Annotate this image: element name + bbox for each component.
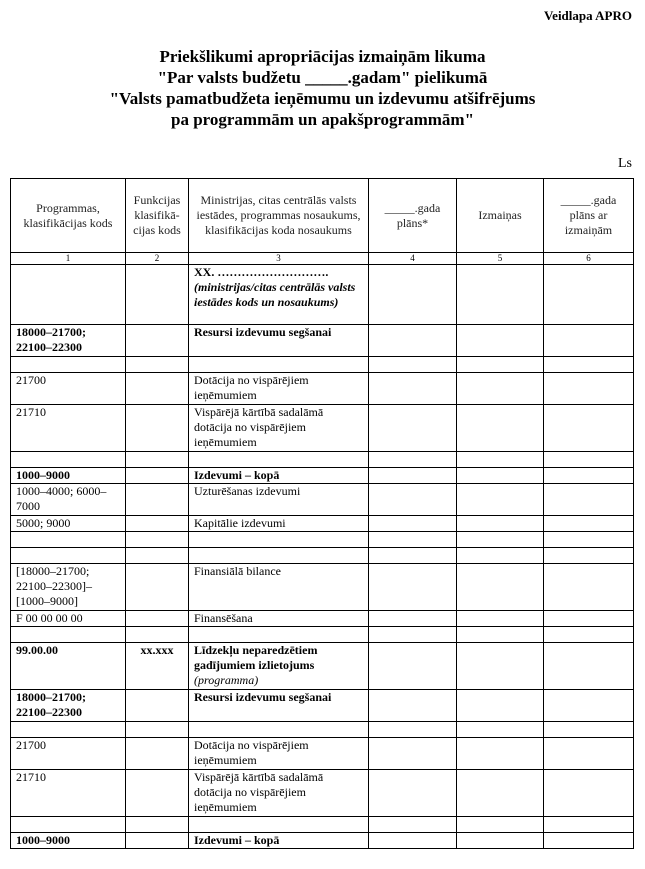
table-row bbox=[11, 611, 634, 627]
cell-plan-with-changes bbox=[544, 405, 634, 452]
col-header-name: Ministrijas, citas centrālās valsts iestādes, programmas nosaukums, klasifikācijas koda nosaukums bbox=[189, 179, 369, 253]
table-row bbox=[11, 357, 634, 373]
cell-changes bbox=[457, 564, 544, 611]
col-number: 5 bbox=[457, 253, 544, 265]
cell-plan-with-changes bbox=[544, 833, 634, 849]
cell-program-code: F 00 00 00 00 bbox=[11, 611, 126, 627]
cell-name-extra: (ministrijas/citas centrālās valsts iestādes kods un nosaukums) bbox=[194, 280, 356, 309]
cell-function-code bbox=[126, 690, 189, 722]
cell-plan bbox=[369, 643, 457, 690]
cell-function-code bbox=[126, 722, 189, 738]
cell-name-text: Resursi izdevumu segšanai bbox=[194, 325, 332, 339]
cell-plan bbox=[369, 452, 457, 468]
table-row bbox=[11, 738, 634, 770]
cell-program-code bbox=[11, 722, 126, 738]
col-number: 1 bbox=[11, 253, 126, 265]
cell-name bbox=[189, 643, 369, 690]
cell-plan-with-changes bbox=[544, 452, 634, 468]
cell-name bbox=[189, 357, 369, 373]
cell-plan bbox=[369, 690, 457, 722]
cell-function-code bbox=[126, 265, 189, 325]
cell-changes bbox=[457, 265, 544, 325]
cell-name-text: XX. ………………………. bbox=[194, 265, 329, 279]
cell-plan bbox=[369, 611, 457, 627]
cell-changes bbox=[457, 738, 544, 770]
cell-plan-with-changes bbox=[544, 265, 634, 325]
cell-plan-with-changes bbox=[544, 770, 634, 817]
cell-plan bbox=[369, 468, 457, 484]
cell-function-code bbox=[126, 564, 189, 611]
table-row bbox=[11, 833, 634, 849]
col-number: 6 bbox=[544, 253, 634, 265]
cell-plan bbox=[369, 564, 457, 611]
cell-name bbox=[189, 468, 369, 484]
table-row bbox=[11, 373, 634, 405]
cell-changes bbox=[457, 325, 544, 357]
cell-plan bbox=[369, 325, 457, 357]
cell-plan-with-changes bbox=[544, 817, 634, 833]
cell-program-code: 5000; 9000 bbox=[11, 516, 126, 532]
title-line-2: "Par valsts budžetu _____.gadam" pielikumā bbox=[157, 68, 488, 87]
cell-name bbox=[189, 548, 369, 564]
column-number-row bbox=[11, 253, 634, 265]
cell-program-code: 21700 bbox=[11, 738, 126, 770]
cell-plan bbox=[369, 484, 457, 516]
cell-name bbox=[189, 817, 369, 833]
cell-name bbox=[189, 373, 369, 405]
cell-name bbox=[189, 532, 369, 548]
table-row bbox=[11, 627, 634, 643]
cell-function-code bbox=[126, 738, 189, 770]
cell-plan-with-changes bbox=[544, 643, 634, 690]
cell-function-code bbox=[126, 452, 189, 468]
title-line-1: Priekšlikumi apropriācijas izmaiņām likuma bbox=[159, 47, 486, 66]
cell-changes bbox=[457, 468, 544, 484]
table-header-row bbox=[11, 179, 634, 253]
cell-changes bbox=[457, 532, 544, 548]
cell-name bbox=[189, 452, 369, 468]
table-row bbox=[11, 548, 634, 564]
cell-name-text: Finansēšana bbox=[194, 611, 253, 625]
table-row bbox=[11, 265, 634, 325]
cell-function-code bbox=[126, 833, 189, 849]
table-row bbox=[11, 564, 634, 611]
cell-function-code bbox=[126, 405, 189, 452]
cell-name bbox=[189, 564, 369, 611]
cell-name-text: Finansiālā bilance bbox=[194, 564, 281, 578]
table-row bbox=[11, 532, 634, 548]
cell-program-code: 1000–4000; 6000–7000 bbox=[11, 484, 126, 516]
cell-plan-with-changes bbox=[544, 564, 634, 611]
cell-plan-with-changes bbox=[544, 738, 634, 770]
cell-function-code bbox=[126, 357, 189, 373]
cell-program-code: 21710 bbox=[11, 405, 126, 452]
cell-plan-with-changes bbox=[544, 690, 634, 722]
cell-changes bbox=[457, 452, 544, 468]
cell-function-code bbox=[126, 611, 189, 627]
cell-function-code bbox=[126, 817, 189, 833]
cell-plan-with-changes bbox=[544, 468, 634, 484]
cell-name bbox=[189, 770, 369, 817]
cell-name-text: Resursi izdevumu segšanai bbox=[194, 690, 332, 704]
cell-changes bbox=[457, 690, 544, 722]
cell-plan-with-changes bbox=[544, 627, 634, 643]
cell-changes bbox=[457, 643, 544, 690]
cell-changes bbox=[457, 817, 544, 833]
table-row bbox=[11, 484, 634, 516]
cell-plan-with-changes bbox=[544, 357, 634, 373]
cell-program-code: 21700 bbox=[11, 373, 126, 405]
cell-name-text: Vispārējā kārtībā sadalāmā dotācija no vispārējiem ieņēmumiem bbox=[194, 770, 324, 814]
cell-program-code bbox=[11, 265, 126, 325]
cell-function-code bbox=[126, 770, 189, 817]
cell-name bbox=[189, 265, 369, 325]
cell-name-text: Dotācija no vispārējiem ieņēmumiem bbox=[194, 738, 309, 767]
table-row bbox=[11, 643, 634, 690]
col-number: 4 bbox=[369, 253, 457, 265]
cell-plan bbox=[369, 405, 457, 452]
cell-program-code: 1000–9000 bbox=[11, 468, 126, 484]
cell-name bbox=[189, 484, 369, 516]
cell-program-code bbox=[11, 452, 126, 468]
cell-plan bbox=[369, 627, 457, 643]
cell-changes bbox=[457, 770, 544, 817]
cell-plan bbox=[369, 532, 457, 548]
cell-name bbox=[189, 627, 369, 643]
cell-name-text: Kapitālie izdevumi bbox=[194, 516, 286, 530]
table-body bbox=[11, 265, 634, 849]
cell-program-code: 1000–9000 bbox=[11, 833, 126, 849]
cell-program-code bbox=[11, 357, 126, 373]
cell-program-code: [18000–21700; 22100–22300]–[1000–9000] bbox=[11, 564, 126, 611]
cell-plan bbox=[369, 373, 457, 405]
cell-name bbox=[189, 833, 369, 849]
form-id: Veidlapa APRO bbox=[543, 8, 632, 23]
table-row bbox=[11, 690, 634, 722]
cell-plan-with-changes bbox=[544, 325, 634, 357]
cell-name-text: Izdevumi – kopā bbox=[194, 468, 280, 482]
cell-name-text: Izdevumi – kopā bbox=[194, 833, 280, 847]
cell-plan-with-changes bbox=[544, 548, 634, 564]
cell-plan bbox=[369, 548, 457, 564]
table-row bbox=[11, 770, 634, 817]
cell-changes bbox=[457, 484, 544, 516]
cell-changes bbox=[457, 373, 544, 405]
cell-function-code: xx.xxx bbox=[126, 643, 189, 690]
table-row bbox=[11, 452, 634, 468]
cell-function-code bbox=[126, 468, 189, 484]
cell-name bbox=[189, 405, 369, 452]
cell-name-text: Vispārējā kārtībā sadalāmā dotācija no vispārējiem ieņēmumiem bbox=[194, 405, 324, 449]
cell-changes bbox=[457, 405, 544, 452]
col-number: 2 bbox=[126, 253, 189, 265]
cell-changes bbox=[457, 516, 544, 532]
cell-function-code bbox=[126, 373, 189, 405]
cell-plan bbox=[369, 722, 457, 738]
cell-program-code: 99.00.00 bbox=[11, 643, 126, 690]
cell-changes bbox=[457, 357, 544, 373]
cell-program-code bbox=[11, 532, 126, 548]
col-header-changes: Izmaiņas bbox=[457, 179, 544, 253]
cell-plan-with-changes bbox=[544, 611, 634, 627]
col-header-plan: _____.gada plāns* bbox=[369, 179, 457, 253]
cell-name-text: Līdzekļu neparedzētiem gadījumiem izlietojums bbox=[194, 643, 318, 672]
cell-program-code: 21710 bbox=[11, 770, 126, 817]
cell-name bbox=[189, 325, 369, 357]
cell-name bbox=[189, 516, 369, 532]
cell-function-code bbox=[126, 484, 189, 516]
cell-name bbox=[189, 722, 369, 738]
document-title bbox=[0, 46, 645, 130]
table-row bbox=[11, 468, 634, 484]
cell-function-code bbox=[126, 325, 189, 357]
table-row bbox=[11, 405, 634, 452]
cell-changes bbox=[457, 548, 544, 564]
col-header-function-code: Funkcijas klasifikā-cijas kods bbox=[126, 179, 189, 253]
table-row bbox=[11, 516, 634, 532]
cell-plan-with-changes bbox=[544, 532, 634, 548]
cell-name-extra: (programma) bbox=[194, 673, 259, 687]
cell-name bbox=[189, 738, 369, 770]
cell-changes bbox=[457, 833, 544, 849]
cell-plan bbox=[369, 738, 457, 770]
cell-function-code bbox=[126, 516, 189, 532]
cell-changes bbox=[457, 722, 544, 738]
title-line-4: pa programmām un apakšprogrammām" bbox=[170, 110, 475, 129]
cell-program-code: 18000–21700; 22100–22300 bbox=[11, 325, 126, 357]
cell-function-code bbox=[126, 532, 189, 548]
cell-function-code bbox=[126, 548, 189, 564]
cell-plan bbox=[369, 265, 457, 325]
table-row bbox=[11, 325, 634, 357]
col-number: 3 bbox=[189, 253, 369, 265]
cell-name bbox=[189, 690, 369, 722]
currency-label: Ls bbox=[618, 156, 632, 171]
cell-program-code bbox=[11, 817, 126, 833]
cell-name-text: Uzturēšanas izdevumi bbox=[194, 484, 301, 498]
title-line-3: "Valsts pamatbudžeta ieņēmumu un izdevumu atšifrējums bbox=[109, 89, 536, 108]
cell-changes bbox=[457, 627, 544, 643]
table-row bbox=[11, 722, 634, 738]
table-row bbox=[11, 817, 634, 833]
cell-changes bbox=[457, 611, 544, 627]
cell-plan bbox=[369, 770, 457, 817]
cell-plan-with-changes bbox=[544, 373, 634, 405]
cell-function-code bbox=[126, 627, 189, 643]
cell-name-text: Dotācija no vispārējiem ieņēmumiem bbox=[194, 373, 309, 402]
cell-plan bbox=[369, 833, 457, 849]
cell-plan-with-changes bbox=[544, 722, 634, 738]
col-header-plan-with-changes: _____.gada plāns ar izmaiņām bbox=[544, 179, 634, 253]
col-header-program-code: Programmas, klasifikācijas kods bbox=[11, 179, 126, 253]
cell-plan bbox=[369, 516, 457, 532]
cell-program-code bbox=[11, 548, 126, 564]
cell-plan bbox=[369, 357, 457, 373]
cell-plan-with-changes bbox=[544, 484, 634, 516]
cell-name bbox=[189, 611, 369, 627]
cell-program-code: 18000–21700; 22100–22300 bbox=[11, 690, 126, 722]
cell-program-code bbox=[11, 627, 126, 643]
cell-plan bbox=[369, 817, 457, 833]
budget-table bbox=[10, 178, 634, 849]
cell-plan-with-changes bbox=[544, 516, 634, 532]
